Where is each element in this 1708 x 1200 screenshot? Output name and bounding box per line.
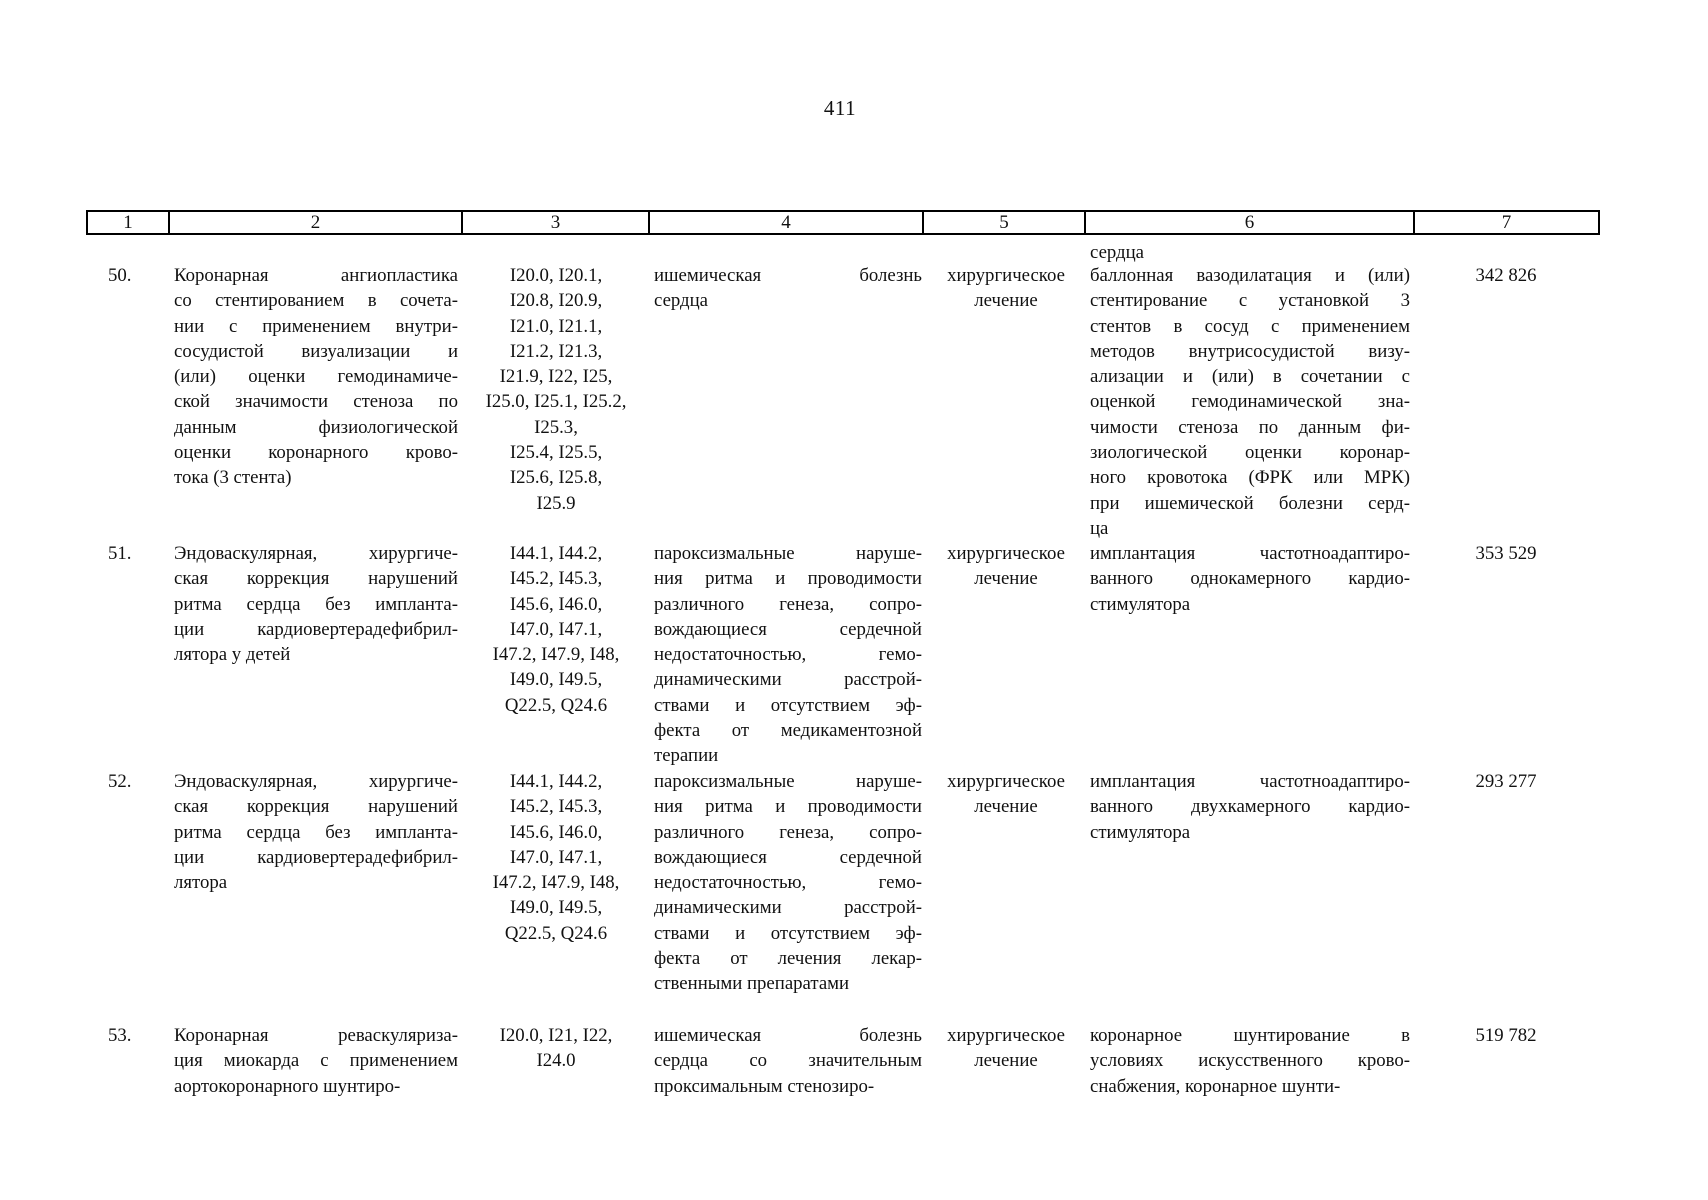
row-4-cost-cell — [1420, 1023, 1592, 1048]
diagnosis-line: динамическими расстрой- — [654, 669, 922, 691]
row-1-codes-cell — [470, 263, 642, 516]
diagnosis-line: вождающиеся сердечной — [654, 846, 922, 868]
codes-line: I47.0, I47.1, — [509, 618, 603, 640]
name-line: ция миокарда с применением — [174, 1050, 458, 1072]
method-line: ца — [1090, 517, 1109, 539]
codes-line: I45.6, I46.0, — [509, 821, 603, 843]
method-line: стимулятора — [1090, 593, 1191, 615]
diagnosis-line: ишемическая болезнь — [654, 1025, 922, 1046]
method-line: стентирование с установкой 3 — [1090, 290, 1410, 312]
treatment-line: хирургическое — [947, 771, 1065, 792]
codes-line: I44.1, I44.2, — [509, 771, 603, 792]
codes-line: I20.0, I21, I22, — [499, 1025, 613, 1046]
treatment-line: хирургическое — [947, 543, 1065, 564]
method-line: методов внутрисосудистой визу- — [1090, 340, 1410, 362]
codes-line: I44.1, I44.2, — [509, 543, 603, 564]
row-4-codes-cell — [470, 1023, 642, 1074]
codes-line: I45.6, I46.0, — [509, 593, 603, 615]
method-line: стимулятора — [1090, 821, 1191, 843]
header-cell-4: 4 — [650, 212, 924, 233]
diagnosis-line: фекта от лечения лекар- — [654, 948, 922, 970]
codes-line: I45.2, I45.3, — [509, 796, 603, 818]
row-3-treatment-cell — [934, 769, 1078, 820]
row-4-treatment-cell — [934, 1023, 1078, 1074]
row-2-codes-cell — [470, 541, 642, 718]
treatment-line: лечение — [974, 290, 1038, 312]
name-line: Эндоваскулярная, хирургиче- — [174, 543, 458, 564]
row-4-name-cell — [174, 1023, 458, 1099]
name-line: нии с применением внутри- — [174, 315, 458, 337]
carryover-text: сердца — [1090, 242, 1144, 263]
row-3-codes-cell — [470, 769, 642, 946]
method-line: коронарное шунтирование в — [1090, 1025, 1410, 1046]
num-line: 50. — [108, 265, 132, 286]
diagnosis-line: сердца со значительным — [654, 1050, 922, 1072]
header-cell-2: 2 — [170, 212, 463, 233]
codes-line: I20.8, I20.9, — [509, 290, 603, 312]
name-line: ритма сердца без импланта- — [174, 593, 458, 615]
name-line: Коронарная ангиопластика — [174, 265, 458, 286]
diagnosis-line: пароксизмальные наруше- — [654, 543, 922, 564]
treatment-line: хирургическое — [947, 265, 1065, 286]
codes-line: I45.2, I45.3, — [509, 568, 603, 590]
method-line: при ишемической болезни серд- — [1090, 492, 1410, 514]
name-line: ская коррекция нарушений — [174, 796, 458, 818]
header-cell-7: 7 — [1501, 212, 1512, 233]
name-line: (или) оценки гемодинамиче- — [174, 366, 458, 388]
row-2-method-cell — [1090, 541, 1410, 617]
method-line: имплантация частотноадаптиро- — [1090, 771, 1410, 792]
diagnosis-line: ишемическая болезнь — [654, 265, 922, 286]
codes-line: I47.2, I47.9, I48, — [492, 872, 620, 894]
row-2-name-cell — [174, 541, 458, 667]
name-line: ции кардиовертерадефибрил- — [174, 618, 458, 640]
name-line: ская коррекция нарушений — [174, 568, 458, 590]
header-cell-6: 6 — [1086, 212, 1415, 233]
method-line: имплантация частотноадаптиро- — [1090, 543, 1410, 564]
diagnosis-line: ствами и отсутствием эф- — [654, 694, 922, 716]
name-line: тока (3 стента) — [174, 467, 292, 489]
method-line: ного кровотока (ФРК или МРК) — [1090, 467, 1410, 489]
page-number: 411 — [823, 96, 857, 120]
codes-line: I49.0, I49.5, — [509, 669, 603, 691]
row-2-diagnosis-cell — [654, 541, 922, 769]
row-2-num-cell — [108, 541, 148, 566]
diagnosis-line: ственными препаратами — [654, 973, 850, 995]
codes-line: I21.2, I21.3, — [509, 340, 603, 362]
row-3-diagnosis-cell — [654, 769, 922, 997]
row-1-cost-cell — [1420, 263, 1592, 288]
row-3-num-cell — [108, 769, 148, 794]
row-1-method-cell — [1090, 263, 1410, 541]
treatment-line: лечение — [974, 568, 1038, 590]
method-line: снабжения, коронарное шунти- — [1090, 1075, 1341, 1097]
row-3-cost-cell — [1420, 769, 1592, 794]
codes-line: Q22.5, Q24.6 — [504, 922, 608, 944]
codes-line: Q22.5, Q24.6 — [504, 694, 608, 716]
codes-line: I49.0, I49.5, — [509, 897, 603, 919]
codes-line: I47.2, I47.9, I48, — [492, 644, 620, 666]
treatment-line: хирургическое — [947, 1025, 1065, 1046]
diagnosis-line: сердца — [654, 290, 708, 312]
row-2-cost-cell — [1420, 541, 1592, 566]
codes-line: I24.0 — [536, 1050, 576, 1072]
row-3-method-cell — [1090, 769, 1410, 845]
diagnosis-line: различного генеза, сопро- — [654, 821, 922, 843]
method-line: баллонная вазодилатация и (или) — [1090, 265, 1410, 286]
codes-line: I25.9 — [536, 492, 576, 514]
diagnosis-line: вождающиеся сердечной — [654, 618, 922, 640]
method-line: ванного однокамерного кардио- — [1090, 568, 1410, 590]
name-line: аортокоронарного шунтиро- — [174, 1075, 401, 1097]
codes-line: I25.0, I25.1, I25.2, — [485, 391, 627, 413]
diagnosis-line: ния ритма и проводимости — [654, 568, 922, 590]
diagnosis-line: ния ритма и проводимости — [654, 796, 922, 818]
name-line: оценки коронарного крово- — [174, 442, 458, 464]
diagnosis-line: недостаточностью, гемо- — [654, 644, 922, 666]
codes-line: I25.3, — [534, 416, 578, 438]
name-line: ской значимости стеноза по — [174, 391, 458, 413]
codes-line: I20.0, I20.1, — [509, 265, 603, 286]
cost-line: 293 277 — [1475, 771, 1537, 792]
method-line: оценкой гемодинамической зна- — [1090, 391, 1410, 413]
diagnosis-line: недостаточностью, гемо- — [654, 872, 922, 894]
codes-line: I25.6, I25.8, — [509, 467, 603, 489]
name-line: лятора — [174, 872, 228, 894]
row-1-num-cell — [108, 263, 148, 288]
method-line: ализации и (или) в сочетании с — [1090, 366, 1410, 388]
num-line: 53. — [108, 1025, 132, 1046]
num-line: 51. — [108, 543, 132, 564]
cost-line: 342 826 — [1475, 265, 1537, 286]
codes-line: I25.4, I25.5, — [509, 442, 603, 464]
method-line: стентов в сосуд с применением — [1090, 315, 1410, 337]
diagnosis-line: динамическими расстрой- — [654, 897, 922, 919]
diagnosis-line: различного генеза, сопро- — [654, 593, 922, 615]
name-line: ции кардиовертерадефибрил- — [174, 846, 458, 868]
header-cell-5: 5 — [924, 212, 1086, 233]
row-1-name-cell — [174, 263, 458, 491]
method-line: зиологической оценки коронар- — [1090, 442, 1410, 464]
table-header-row — [86, 210, 1600, 235]
diagnosis-line: терапии — [654, 745, 719, 767]
codes-line: I47.0, I47.1, — [509, 846, 603, 868]
method-line: условиях искусственного крово- — [1090, 1050, 1410, 1072]
method-line: чимости стеноза по данным фи- — [1090, 416, 1410, 438]
diagnosis-line: фекта от медикаментозной — [654, 720, 922, 742]
num-line: 52. — [108, 771, 132, 792]
codes-line: I21.0, I21.1, — [509, 315, 603, 337]
name-line: данным физиологической — [174, 416, 458, 438]
diagnosis-line: ствами и отсутствием эф- — [654, 922, 922, 944]
diagnosis-line: пароксизмальные наруше- — [654, 771, 922, 792]
name-line: ритма сердца без импланта- — [174, 821, 458, 843]
codes-line: I21.9, I22, I25, — [499, 366, 613, 388]
treatment-line: лечение — [974, 796, 1038, 818]
method-line: ванного двухкамерного кардио- — [1090, 796, 1410, 818]
cost-line: 353 529 — [1475, 543, 1537, 564]
row-2-treatment-cell — [934, 541, 1078, 592]
header-cell-3: 3 — [463, 212, 650, 233]
name-line: со стентированием в сочета- — [174, 290, 458, 312]
row-4-diagnosis-cell — [654, 1023, 922, 1099]
row-1-diagnosis-cell — [654, 263, 922, 314]
row-3-name-cell — [174, 769, 458, 895]
name-line: Эндоваскулярная, хирургиче- — [174, 771, 458, 792]
treatment-line: лечение — [974, 1050, 1038, 1072]
row-4-method-cell — [1090, 1023, 1410, 1099]
name-line: Коронарная реваскуляриза- — [174, 1025, 458, 1046]
name-line: сосудистой визуализации и — [174, 340, 458, 362]
name-line: лятора у детей — [174, 644, 291, 666]
row-1-treatment-cell — [934, 263, 1078, 314]
row-4-num-cell — [108, 1023, 148, 1048]
diagnosis-line: проксимальным стенозиро- — [654, 1075, 875, 1097]
cost-line: 519 782 — [1475, 1025, 1537, 1046]
header-cell-1: 1 — [88, 212, 170, 233]
